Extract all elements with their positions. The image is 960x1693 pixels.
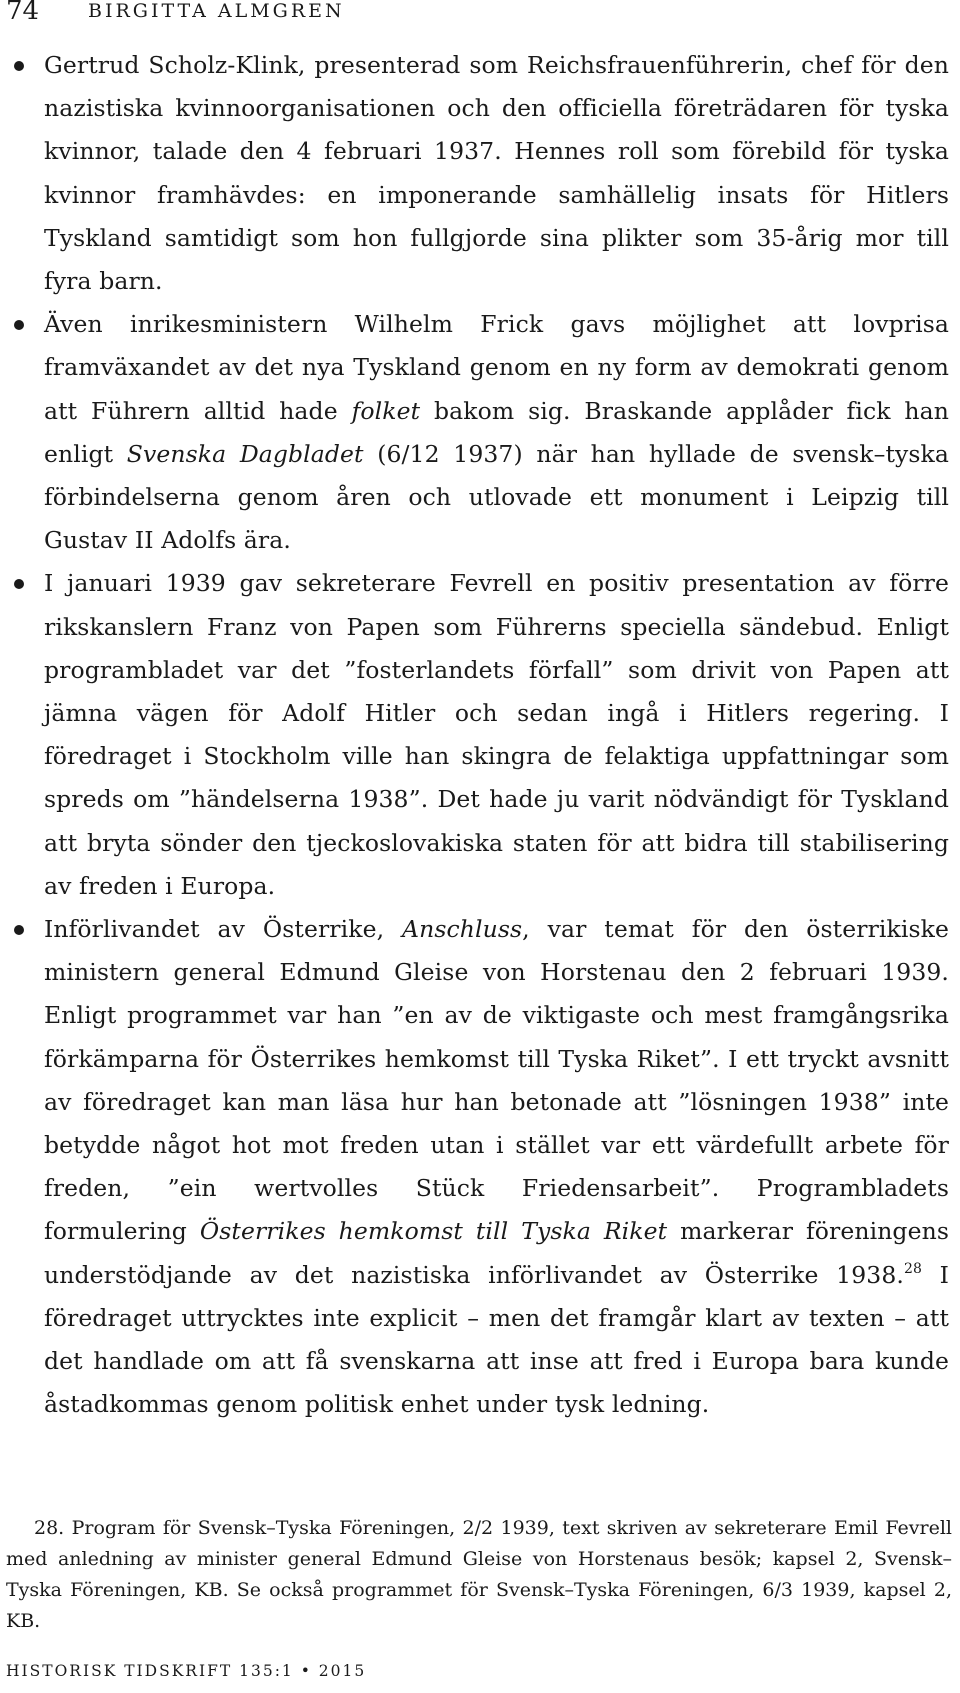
bullet-icon	[14, 925, 24, 935]
footnote-28	[6, 1513, 952, 1637]
italic-program-title: Österrikes hemkomst till Tyska Riket	[199, 1217, 668, 1246]
bullet-text-part: (6/12 1937) när han hyllade de svensk–tyska förbindelserna genom åren och utlovade ett monument i Leipzig till Gustav II Adolfs ära.	[44, 439, 949, 555]
bullet-item-von-papen	[44, 562, 949, 908]
bullet-text-part: Även inrikesministern Wilhelm Frick gavs möjlighet att lovprisa framväxandet av det nya Tyskland genom en ny form av demokrati genom att Führern alltid hade	[44, 310, 949, 425]
footnote-reference[interactable]: 28	[903, 1260, 922, 1277]
bullet-item-anschluss	[44, 908, 949, 1426]
bullet-icon	[14, 61, 24, 71]
italic-newspaper-title: Svenska Dagbladet	[126, 439, 364, 468]
footnote-number: 28.	[34, 1517, 65, 1539]
bullet-list	[44, 44, 949, 1427]
bullet-item-frick	[44, 303, 949, 562]
bullet-icon	[14, 320, 24, 330]
page-number: 74	[6, 0, 40, 26]
bullet-item-scholz-klink	[44, 44, 949, 303]
bullet-text-part: I föredraget uttrycktes inte explicit – men det framgår klart av texten – att det handlade om att få svenskarna att inse att fred i Europa bara kunde åstadkommas genom politisk enhet under tysk ledning.	[44, 1260, 949, 1419]
journal-footer: HISTORISK TIDSKRIFT 135:1 • 2015	[6, 1662, 367, 1680]
bullet-text: Gertrud Scholz-Klink, presenterad som Reichsfrauenführerin, chef för den nazistiska kvinnoorganisationen och den officiella företrädaren för tyska kvinnor, talade den 4 februari 1937. Hennes roll som förebild för tyska kvinnor framhävdes: en imponerande samhällelig insats för Hitlers Tyskland samtidigt som hon fullgjorde sina plikter som 35-årig mor till fyra barn.	[44, 51, 949, 296]
bullet-text: I januari 1939 gav sekreterare Fevrell en positiv presentation av förre rikskanslern Franz von Papen som Führerns speciella sändebud. Enligt programbladet var det ”fosterlandets förfall” som drivit von Papen att jämna vägen för Adolf Hitler och sedan ingå i Hitlers regering. I föredraget i Stockholm ville han skingra de felaktiga uppfattningar som spreds om ”händelserna 1938”. Det hade ju varit nödvändigt för Tyskland att bryta sönder den tjeckoslovakiska staten för att bidra till stabilisering av freden i Europa.	[44, 569, 949, 900]
running-head-author: BIRGITTA ALMGREN	[88, 0, 345, 22]
bullet-text-part: Införlivandet av Österrike,	[44, 915, 403, 944]
italic-term-folket: folket	[351, 396, 421, 425]
footnote-text: Program för Svensk–Tyska Föreningen, 2/2 1939, text skriven av sekreterare Emil Fevrell med anledning av minister general Edmund Gleise von Horstenaus besök; kapsel 2, Svensk–Tyska Föreningen, KB. Se också programmet för Svensk–Tyska Föreningen, 6/3 1939, kapsel 2, KB.	[6, 1517, 952, 1632]
italic-term-anschluss: Anschluss	[402, 915, 523, 944]
page-header	[0, 0, 960, 34]
bullet-text-part: markerar föreningens understödjande av det nazistiska införlivandet av Österrike 1938.	[44, 1217, 949, 1289]
bullet-text-part: , var temat för den österrikiske ministern general Edmund Gleise von Horstenau den 2 februari 1939. Enligt programmet var han ”en av de viktigaste och mest framgångsrika förkämparna för Österrikes hemkomst till Tyska Riket”. I ett tryckt avsnitt av föredraget kan man läsa hur han betonade att ”lösningen 1938” inte betydde något hot mot freden utan i stället var ett värdefullt arbete för freden, ”ein wertvolles Stück Friedensarbeit”. Programbladets formulering	[44, 915, 949, 1246]
bullet-icon	[14, 579, 24, 589]
bullet-text-part: bakom sig. Braskande applåder fick han enligt	[44, 396, 949, 468]
